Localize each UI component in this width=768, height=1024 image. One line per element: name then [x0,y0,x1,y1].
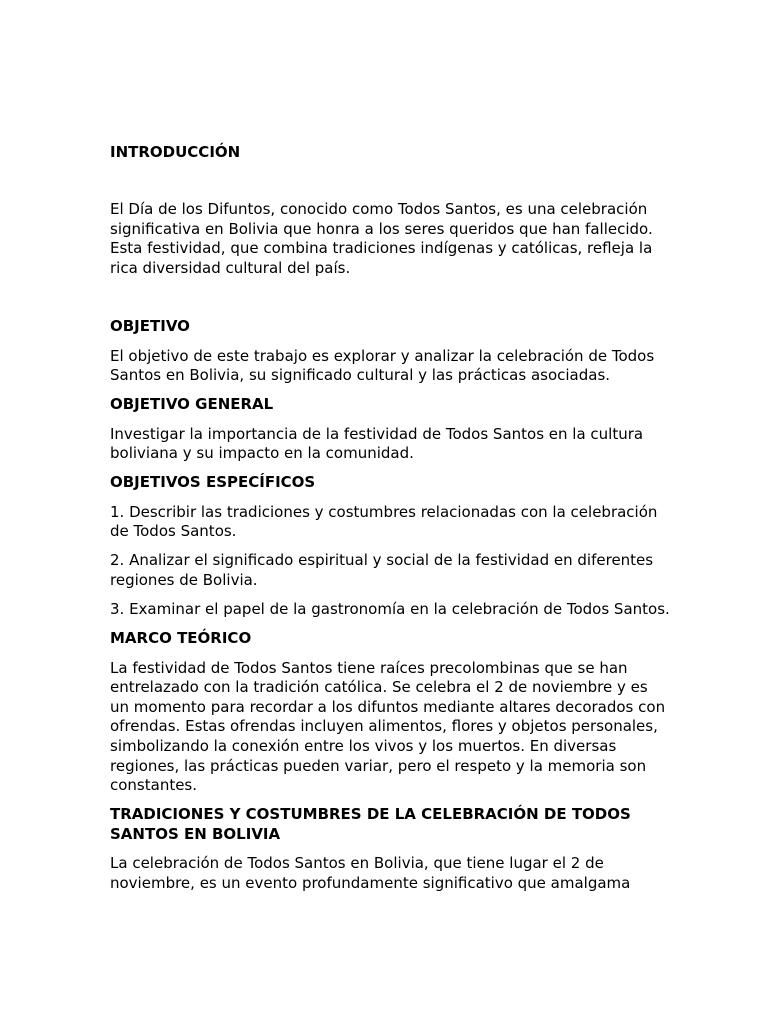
traditions-paragraph: La celebración de Todos Santos en Bolivia, que tiene lugar el 2 de noviembre, es un evento profundamente significativo que amalgama [110,854,631,892]
specific-objective-item: 2. Analizar el significado espiritual y social de la festividad en diferentes regiones de Bolivia. [110,551,654,589]
general-objective-paragraph: Investigar la importancia de la festividad de Todos Santos en la cultura boliviana y su impacto en la comunidad. [110,424,644,463]
general-objective-heading: OBJETIVO GENERAL [110,395,274,414]
intro-heading: INTRODUCCIÓN [110,143,241,161]
traditions-heading: TRADICIONES Y COSTUMBRES DE LA CELEBRACIÓN DE TODOS SANTOS EN BOLIVIA [110,805,631,843]
objective-paragraph: El objetivo de este trabajo es explorar y analizar la celebración de Todos Santos en Bolivia, su significado cultural y las prácticas asociadas. [110,346,655,385]
objective-heading: OBJETIVO [110,317,190,336]
specific-objectives-heading: OBJETIVOS ESPECÍFICOS [110,473,316,492]
intro-paragraph: El Día de los Difuntos, conocido como Todos Santos, es una celebración significativa en Bolivia que honra a los seres queridos que han fallecido. Esta festividad, que combina tradiciones indígenas y católicas, refleja la rica diversidad cultural del país. [110,200,653,277]
specific-objective-item: 3. Examinar el papel de la gastronomía en la celebración de Todos Santos. [110,600,670,619]
document-page [110,143,670,893]
theoretical-framework-heading: MARCO TEÓRICO [110,629,252,648]
specific-objective-item: 1. Describir las tradiciones y costumbres relacionadas con la celebración de Todos Santos. [110,502,658,541]
theoretical-framework-paragraph: La festividad de Todos Santos tiene raíces precolombinas que se han entrelazado con la tradición católica. Se celebra el 2 de noviembre y es un momento para recordar a los difuntos mediante altares decorados con ofrendas. Estas ofrendas incluyen alimentos, flores y objetos personales, simbolizando la conexión entre los vivos y los muertos. En diversas regiones, las prácticas pueden variar, pero el respeto y la memoria son constantes. [110,658,666,795]
